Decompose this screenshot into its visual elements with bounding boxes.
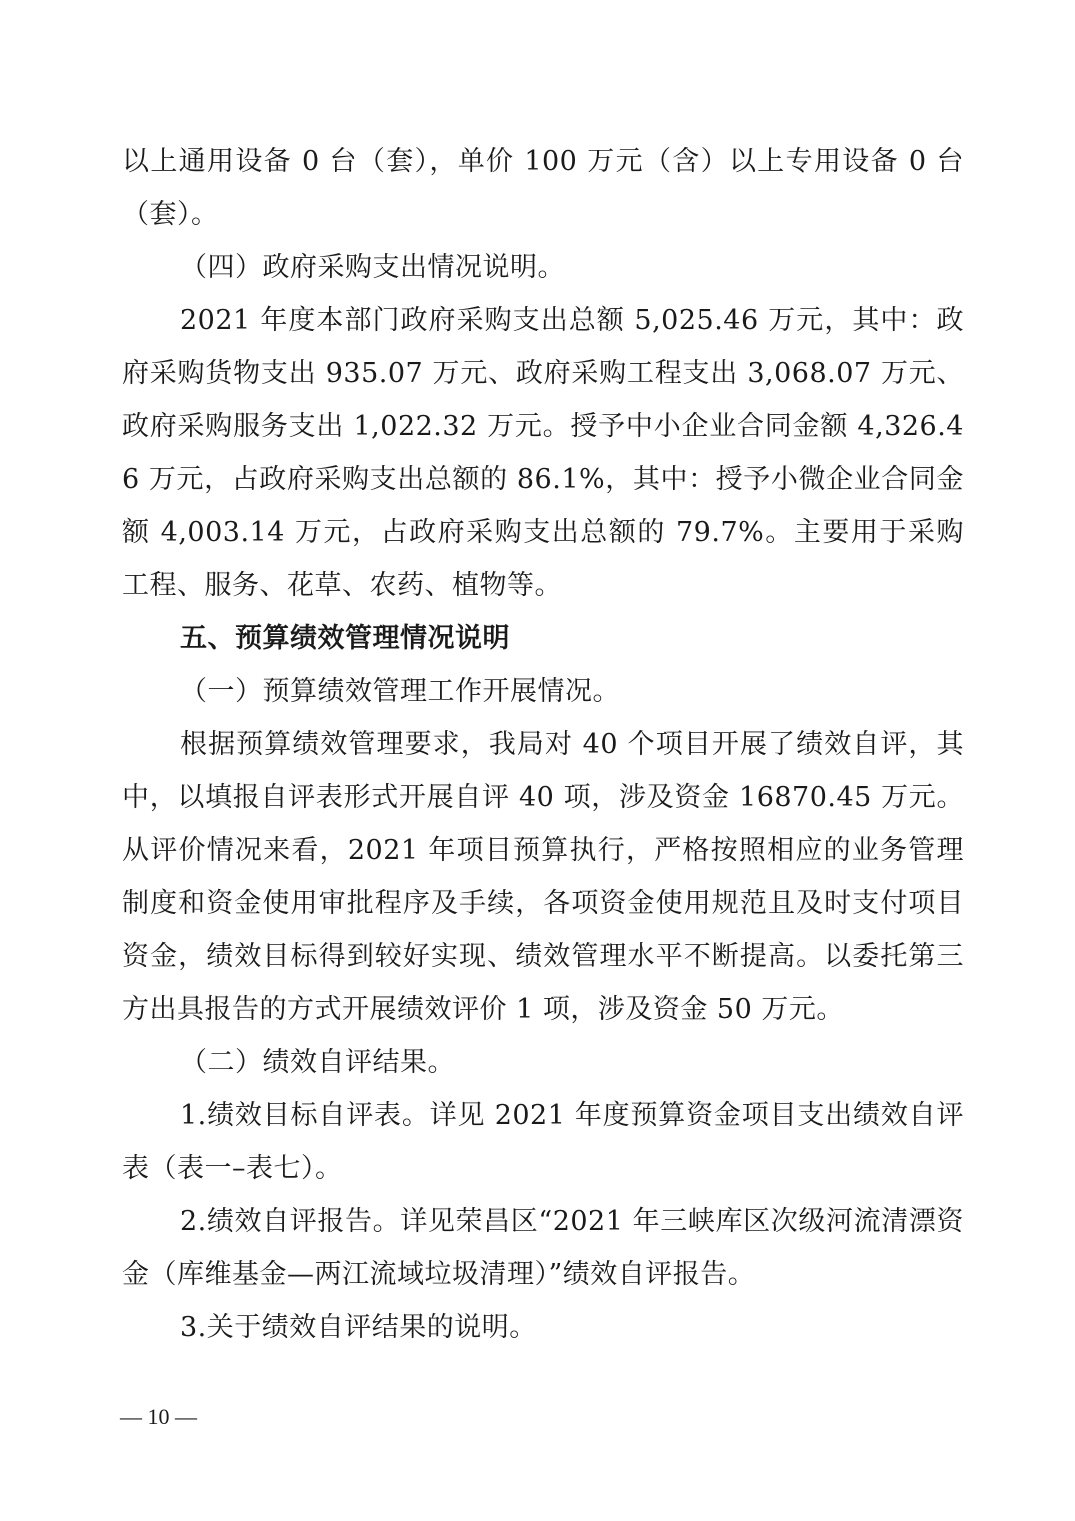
paragraph-performance-work: 根据预算绩效管理要求，我局对 40 个项目开展了绩效自评，其中，以填报自评表形式开展自评 40 项，涉及资金 16870.45 万元。从评价情况来看，2021 年项目预算执行，严格按照相应的业务管理制度和资金使用审批程序及手续，各项资金使用规范且及时支付项目资金，绩效目标得到较好实现、绩效管理水平不断提高。以委托第三方出具报告的方式开展绩效评价 1 项，涉及资金 50 万元。: [122, 729, 964, 1025]
paragraph-self-evaluation-notes: 3.关于绩效自评结果的说明。: [180, 1312, 537, 1343]
section-heading-self-evaluation: （二）绩效自评结果。: [180, 1047, 455, 1078]
document-body: [122, 135, 964, 1354]
section-heading-performance-work: （一）预算绩效管理工作开展情况。: [180, 676, 620, 707]
paragraph-self-evaluation-table: 1.绩效目标自评表。详见 2021 年度预算资金项目支出绩效自评表（表一–表七）。: [122, 1100, 964, 1184]
paragraph-equipment-continuation: 以上通用设备 0 台（套），单价 100 万元（含）以上专用设备 0 台（套）。: [122, 146, 964, 230]
page-number: — 10 —: [120, 1404, 197, 1429]
paragraph-procurement-details: 2021 年度本部门政府采购支出总额 5,025.46 万元，其中：政府采购货物支出 935.07 万元、政府采购工程支出 3,068.07 万元、政府采购服务支出 1,022.32 万元。授予中小企业合同金额 4,326.46 万元，占政府采购支出总额的 86.1%，其中：授予小微企业合同金额 4,003.14 万元，占政府采购支出总额的 79.7%。主要用于采购工程、服务、花草、农药、植物等。: [122, 305, 964, 601]
paragraph-self-evaluation-report: 2.绩效自评报告。详见荣昌区“2021 年三峡库区次级河流清漂资金（库维基金—两江流域垃圾清理）”绩效自评报告。: [122, 1206, 964, 1290]
section-heading-procurement: （四）政府采购支出情况说明。: [180, 252, 565, 283]
chapter-heading-performance: 五、预算绩效管理情况说明: [180, 623, 510, 654]
